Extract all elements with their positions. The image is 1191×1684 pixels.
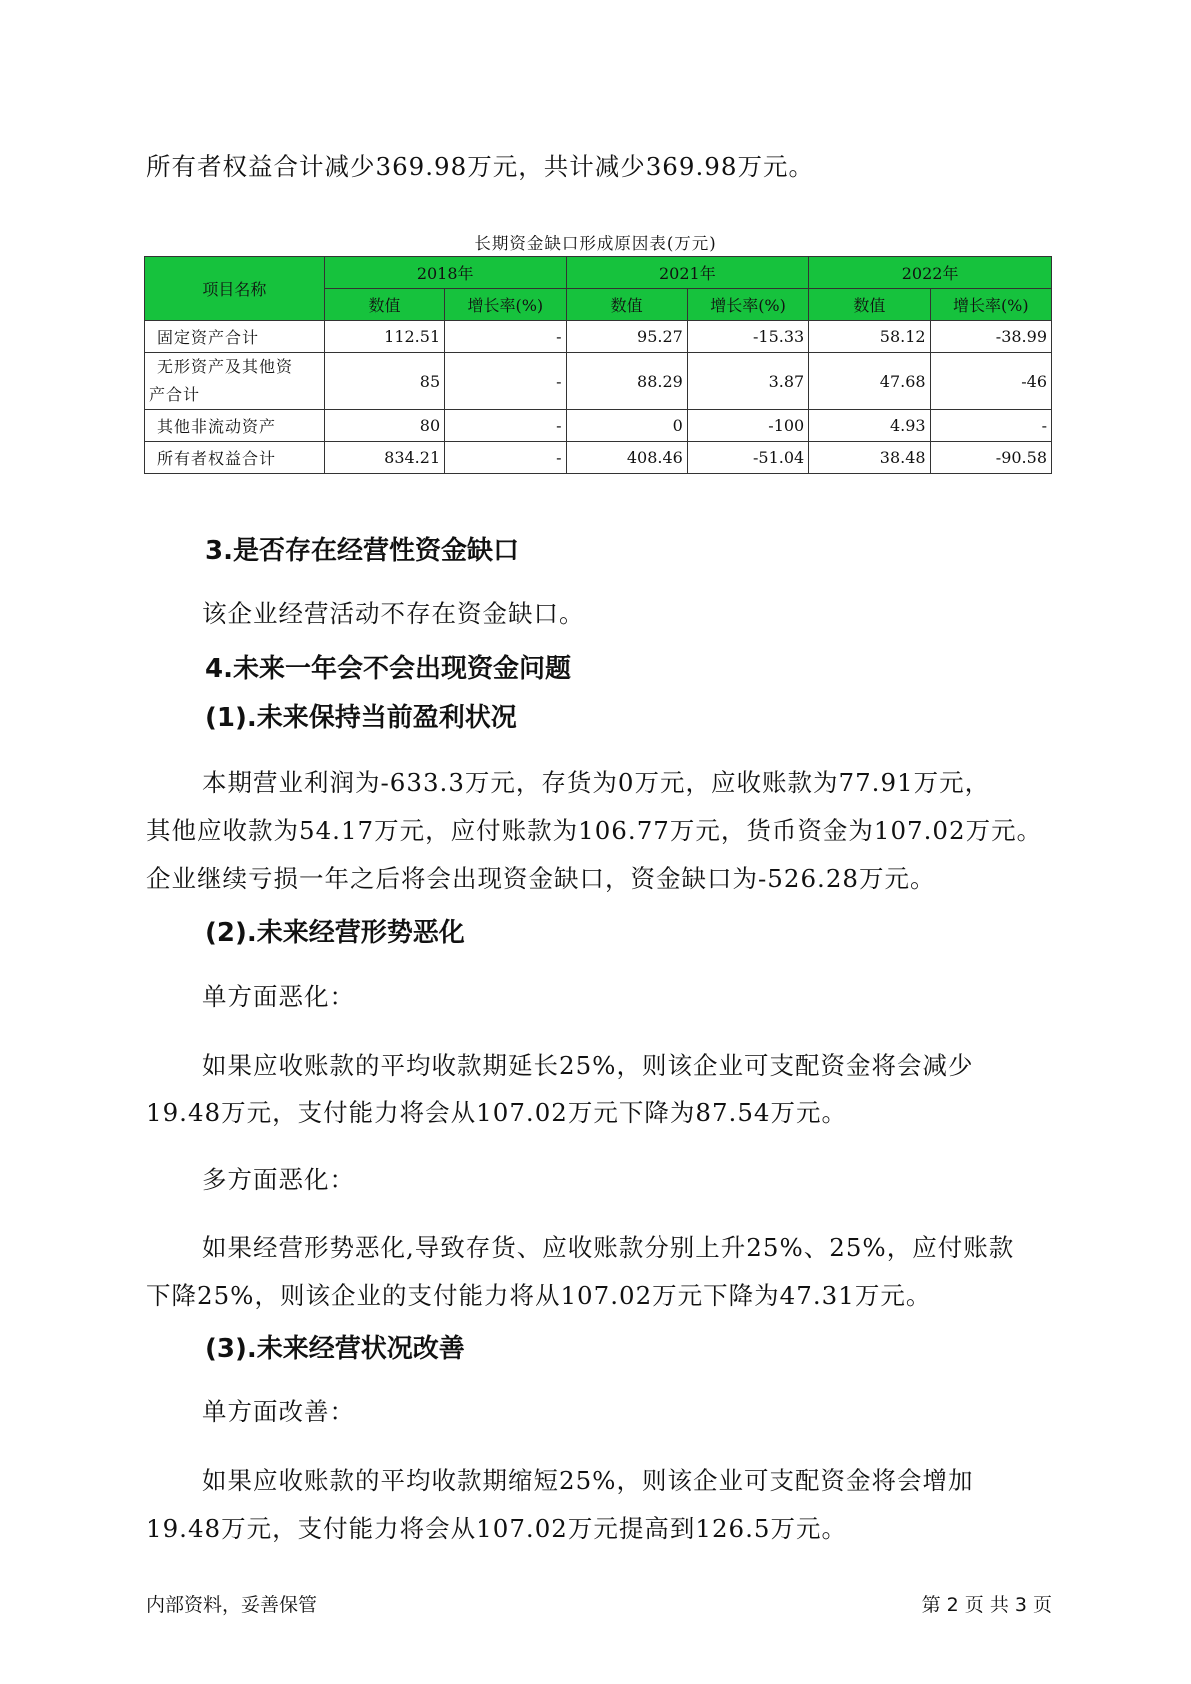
- paragraph-line: 19.48万元，支付能力将会从107.02万元提高到126.5万元。: [146, 1514, 848, 1543]
- page-number: 第 2 页 共 3 页: [921, 1594, 1052, 1616]
- rate-header: 增长率(%): [445, 289, 566, 321]
- paragraph: 多方面恶化：: [202, 1165, 355, 1194]
- paragraph-line: 19.48万元，支付能力将会从107.02万元下降为87.54万元。: [146, 1098, 848, 1127]
- cell: -: [445, 353, 566, 410]
- cell: -: [445, 321, 566, 353]
- paragraph: 单方面改善：: [202, 1397, 355, 1426]
- year-header: 2022年: [809, 257, 1052, 289]
- cell: 95.27: [566, 321, 687, 353]
- table-caption: 长期资金缺口形成原因表(万元): [474, 234, 717, 253]
- cell: 47.68: [809, 353, 930, 410]
- table-row: [145, 410, 1052, 442]
- cell: -38.99: [930, 321, 1051, 353]
- cell: -: [930, 410, 1051, 442]
- cell: -51.04: [687, 442, 808, 474]
- value-header: 数值: [324, 289, 444, 321]
- cell: 0: [566, 410, 687, 442]
- table-row: [145, 442, 1052, 474]
- cell: 85: [324, 353, 444, 410]
- value-header: 数值: [566, 289, 687, 321]
- paragraph-line: 如果应收账款的平均收款期延长25%，则该企业可支配资金将会减少: [202, 1051, 974, 1080]
- cell: -90.58: [930, 442, 1051, 474]
- table-row: [145, 321, 1052, 353]
- cell: -: [445, 410, 566, 442]
- section-heading: 3.是否存在经营性资金缺口: [205, 536, 519, 566]
- cell: 4.93: [809, 410, 930, 442]
- subsection-heading: (3).未来经营状况改善: [205, 1334, 465, 1364]
- value-header: 数值: [809, 289, 930, 321]
- paragraph-line: 其他应收款为54.17万元，应付账款为106.77万元，货币资金为107.02万元。: [146, 816, 1043, 845]
- table-header-row: [145, 257, 1052, 289]
- cell: 58.12: [809, 321, 930, 353]
- year-header: 2018年: [324, 257, 566, 289]
- paragraph-line: 如果应收账款的平均收款期缩短25%，则该企业可支配资金将会增加: [202, 1466, 974, 1495]
- cell: -15.33: [687, 321, 808, 353]
- cell: -46: [930, 353, 1051, 410]
- cell: 112.51: [324, 321, 444, 353]
- rate-header: 增长率(%): [687, 289, 808, 321]
- row-name-line: 无形资产及其他资: [157, 357, 294, 376]
- row-name: 所有者权益合计: [145, 442, 325, 474]
- section-heading: 4.未来一年会不会出现资金问题: [205, 654, 571, 684]
- subsection-heading: (2).未来经营形势恶化: [205, 918, 465, 948]
- paragraph-line: 下降25%，则该企业的支付能力将从107.02万元下降为47.31万元。: [146, 1281, 932, 1310]
- subsection-heading: (1).未来保持当前盈利状况: [205, 703, 517, 733]
- cell: -100: [687, 410, 808, 442]
- item-name-header: 项目名称: [145, 257, 325, 321]
- row-name-line: 产合计: [149, 385, 201, 404]
- cell: 80: [324, 410, 444, 442]
- table-row: [145, 353, 1052, 410]
- year-header: 2021年: [566, 257, 809, 289]
- cell: 408.46: [566, 442, 687, 474]
- intro-line: 所有者权益合计减少369.98万元，共计减少369.98万元。: [146, 152, 814, 181]
- funding-gap-table: [144, 256, 1052, 474]
- footer-note: 内部资料，妥善保管: [146, 1594, 318, 1616]
- row-name: [145, 353, 325, 410]
- rate-header: 增长率(%): [930, 289, 1051, 321]
- paragraph-line: 本期营业利润为-633.3万元，存货为0万元，应收账款为77.91万元，: [202, 768, 991, 797]
- paragraph: 该企业经营活动不存在资金缺口。: [202, 599, 585, 628]
- paragraph-line: 如果经营形势恶化,导致存货、应收账款分别上升25%、25%，应付账款: [202, 1233, 1015, 1262]
- cell: 834.21: [324, 442, 444, 474]
- row-name: 固定资产合计: [145, 321, 325, 353]
- cell: 3.87: [687, 353, 808, 410]
- cell: 88.29: [566, 353, 687, 410]
- paragraph: 单方面恶化：: [202, 982, 355, 1011]
- cell: -: [445, 442, 566, 474]
- paragraph-line: 企业继续亏损一年之后将会出现资金缺口，资金缺口为-526.28万元。: [146, 864, 936, 893]
- cell: 38.48: [809, 442, 930, 474]
- row-name: 其他非流动资产: [145, 410, 325, 442]
